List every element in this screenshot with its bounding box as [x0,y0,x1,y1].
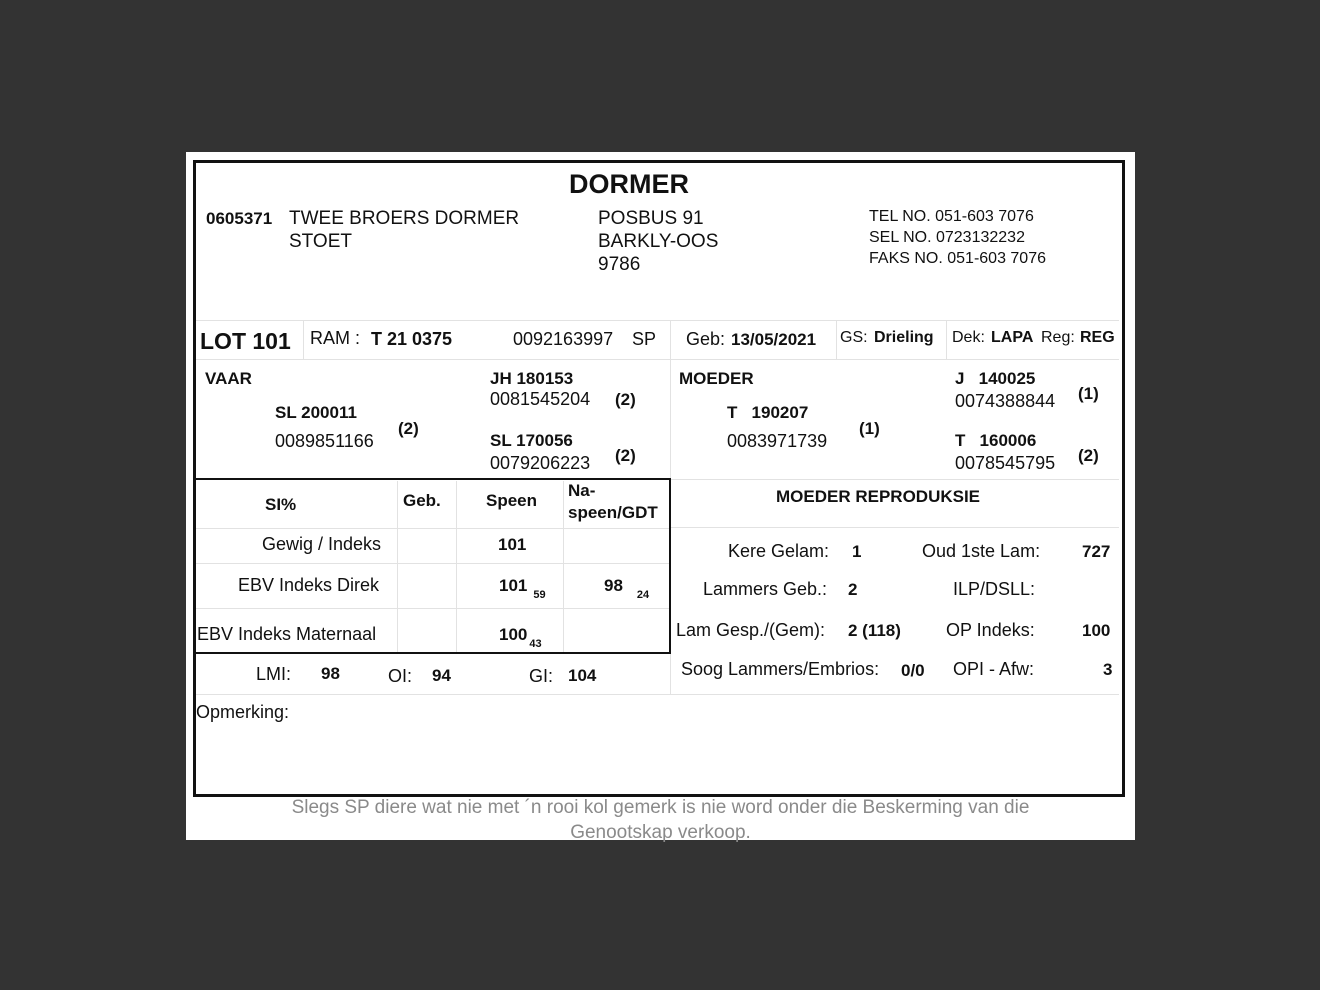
lammers-label: Lammers Geb.: [703,579,828,599]
soog-value: 0/0 [901,661,925,680]
dam-sire-id: J 140025 [955,369,1036,388]
speen-accuracy: 59 [533,589,546,601]
lam-label: Lam Gesp./(Gem): [676,620,826,640]
dam-sire-count: (1) [1078,384,1099,403]
op-label: OP Indeks: [946,620,1035,640]
dam-count: (1) [859,419,880,438]
sel-number: SEL NO. 0723132232 [869,229,1025,246]
lam-value: 2 (118) [848,621,901,640]
reg-value: REG [1080,329,1115,346]
divider [196,563,669,564]
kere-value: 1 [852,542,862,561]
dam-number: 0083971739 [727,431,828,451]
breeder-name: TWEE BROERS DORMER [289,208,520,229]
registration-number: 0092163997 [513,329,614,349]
opi-label: OPI - Afw: [953,659,1035,679]
dam-id: T 190207 [727,403,809,422]
gs-label: GS: [840,329,868,346]
dek-label: Dek: [952,329,985,346]
geb-label: Geb: [686,329,726,349]
divider [563,481,564,652]
speen-accuracy: 43 [529,638,542,650]
lammers-value: 2 [848,580,858,599]
divider [836,320,837,360]
row-label: Gewig / Indeks [262,534,382,554]
reproduction-title: MOEDER REPRODUKSIE [776,487,981,506]
speen-value [499,576,546,601]
divider [946,320,947,360]
row-label: EBV Indeks Maternaal [197,624,377,644]
sire-sire-count: (2) [615,390,636,409]
footer-note [186,795,1135,845]
naspeen-header-2: speen/GDT [568,503,658,522]
footer-line: Genootskap verkoop. [570,822,751,843]
sire-sire-number: 0081545204 [490,389,591,409]
sire-dam-id: SL 170056 [490,431,573,450]
oud-value: 727 [1082,542,1111,561]
tel-number: TEL NO. 051-603 7076 [869,208,1034,225]
table-border-top [196,478,671,480]
naspeen-value [604,576,650,601]
speen-value-number: 101 [499,576,528,595]
dam-dam-number: 0078545795 [955,453,1056,473]
birth-date: 13/05/2021 [731,330,817,349]
gs-value: Drieling [874,329,934,346]
divider [670,320,671,360]
address-line: BARKLY-OOS [598,231,719,252]
divider [303,320,304,360]
lmi-value: 98 [321,664,340,683]
ram-label: RAM : [310,328,361,348]
address-line: POSBUS 91 [598,208,704,229]
sire-id: SL 200011 [275,403,357,422]
sire-dam-count: (2) [615,446,636,465]
table-border-bottom [196,652,671,654]
ilp-label: ILP/DSLL: [953,579,1036,599]
address-line: 9786 [598,254,641,275]
divider [196,528,669,529]
lmi-label: LMI: [256,664,292,684]
divider [196,359,1119,360]
speen-value: 101 [498,535,527,554]
divider [196,694,1119,695]
naspeen-accuracy: 24 [636,589,650,601]
row-label: EBV Indeks Direk [238,575,380,595]
gi-value: 104 [568,666,597,685]
footer-line: Slegs SP diere wat nie met ´n rooi kol gemerk is nie word onder die Beskerming van die [291,797,1030,818]
dam-dam-id: T 160006 [955,431,1037,450]
oud-label: Oud 1ste Lam: [922,541,1041,561]
naspeen-header: Na- [568,481,596,500]
divider [671,527,1119,528]
table-border-right [669,478,671,654]
sire-count: (2) [398,419,419,438]
moeder-heading: MOEDER [679,369,754,388]
op-value: 100 [1082,621,1111,640]
breeder-name-2: STOET [289,231,352,252]
geb-header: Geb. [403,491,441,510]
divider [397,481,398,652]
divider [196,320,1119,321]
speen-value [499,625,542,650]
speen-value-number: 100 [499,625,528,644]
reg-label: Reg: [1041,329,1075,346]
sire-number: 0089851166 [275,431,374,451]
dam-dam-count: (2) [1078,446,1099,465]
kere-label: Kere Gelam: [728,541,830,561]
vaar-heading: VAAR [205,369,252,388]
oi-label: OI: [388,666,413,686]
oi-value: 94 [432,666,451,685]
remark-label: Opmerking: [196,702,290,722]
soog-label: Soog Lammers/Embrios: [681,659,880,679]
faks-number: FAKS NO. 051-603 7076 [869,250,1046,267]
naspeen-value-number: 98 [604,576,623,595]
si-header: SI% [265,495,297,514]
dam-sire-number: 0074388844 [955,391,1056,411]
status-code: SP [632,329,657,349]
lot-number: LOT 101 [200,328,291,354]
ram-id: T 21 0375 [371,329,453,349]
divider [456,481,457,652]
dek-value: LAPA [991,329,1034,346]
speen-header: Speen [486,491,538,510]
gi-label: GI: [529,666,554,686]
sire-sire-id: JH 180153 [490,369,574,388]
divider [196,608,669,609]
sire-dam-number: 0079206223 [490,453,591,473]
opi-value: 3 [1103,660,1113,679]
divider [671,479,1119,480]
breeder-code: 0605371 [206,209,273,228]
breed-title: DORMER [569,169,689,199]
